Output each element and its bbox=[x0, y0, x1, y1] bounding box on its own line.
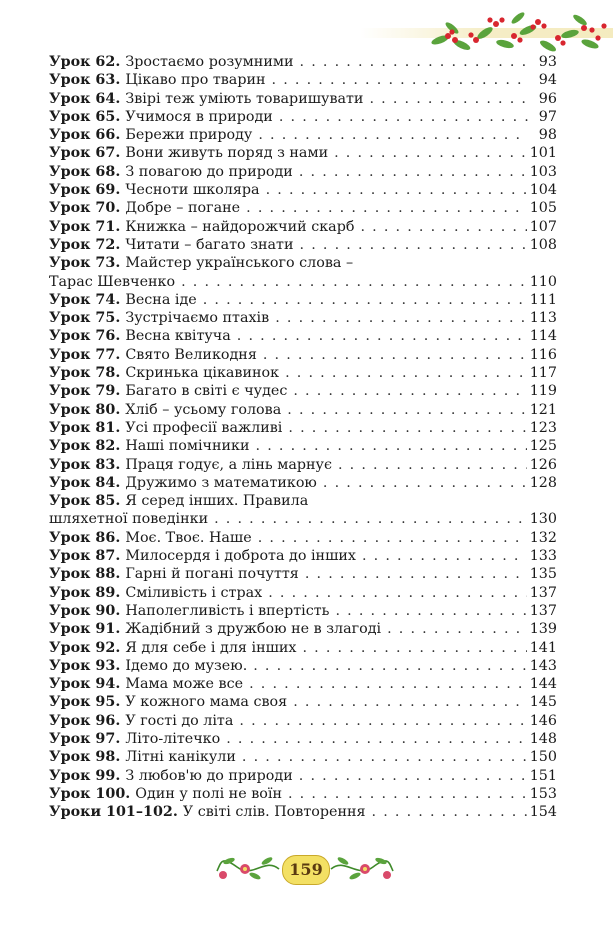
toc-row: Урок 85. Я серед інших. Правила bbox=[49, 493, 309, 510]
toc-row: Урок 72. Читати – багато знати . . . 108 bbox=[49, 236, 557, 254]
toc-row: Урок 99. З любов'ю до природи . . . 151 bbox=[49, 767, 557, 785]
toc-row: Урок 66. Бережи природу . . . 98 bbox=[49, 126, 557, 144]
toc-row: Урок 78. Скринька цікавинок . . . 117 bbox=[49, 364, 557, 382]
toc-row: Урок 100. Один у полі не воїн . . . 153 bbox=[49, 785, 557, 803]
toc-row: Уроки 101–102. У світі слів. Повторення . . . 154 bbox=[49, 803, 557, 821]
toc-row: Урок 94. Мама може все . . . 144 bbox=[49, 675, 557, 693]
toc-row: Урок 69. Чесноти школяра . . . 104 bbox=[49, 181, 557, 199]
toc-row: Урок 88. Гарні й погані почуття . . . 135 bbox=[49, 565, 557, 583]
toc-row: Урок 76. Весна квітуча . . . 114 bbox=[49, 327, 557, 345]
page-number: 159 bbox=[282, 855, 330, 885]
toc-row: Урок 89. Сміливість і страх . . . 137 bbox=[49, 584, 557, 602]
toc-row: Урок 91. Жадібний з дружбою не в злагоді . . . 139 bbox=[49, 620, 557, 638]
toc-row: Урок 98. Літні канікули . . . 150 bbox=[49, 748, 557, 766]
toc-row: Урок 80. Хліб – усьому голова . . . 121 bbox=[49, 401, 557, 419]
toc-row: Урок 97. Літо-літечко . . . 148 bbox=[49, 730, 557, 748]
toc-row: Урок 70. Добре – погане . . . 105 bbox=[49, 199, 557, 217]
toc-row: Урок 62. Зростаємо розумними . . . 93 bbox=[49, 53, 557, 71]
toc-row: Урок 86. Моє. Твоє. Наше . . . 132 bbox=[49, 529, 557, 547]
toc-row: Урок 68. З повагою до природи . . . 103 bbox=[49, 163, 557, 181]
toc-row: Урок 90. Наполегливість і впертість . . . 137 bbox=[49, 602, 557, 620]
toc-row: Урок 77. Свято Великодня . . . 116 bbox=[49, 346, 557, 364]
toc-row: Урок 64. Звірі теж уміють товаришувати . . . 96 bbox=[49, 90, 557, 108]
toc-row: Урок 87. Милосердя і доброта до інших . . . 133 bbox=[49, 547, 557, 565]
toc-row: Урок 65. Учимося в природи . . . 97 bbox=[49, 108, 557, 126]
toc-row: Урок 84. Дружимо з математикою . . . 128 bbox=[49, 474, 557, 492]
toc-row: Урок 67. Вони живуть поряд з нами . . . 101 bbox=[49, 144, 557, 162]
toc-row: Урок 95. У кожного мама своя . . . 145 bbox=[49, 693, 557, 711]
toc-row: Урок 92. Я для себе і для інших . . . 141 bbox=[49, 639, 557, 657]
toc-row-continuation: Тарас Шевченко . . . 110 bbox=[49, 273, 557, 291]
toc-row: Урок 83. Праця годує, а лінь марнує . . . 126 bbox=[49, 456, 557, 474]
toc-row: Урок 71. Книжка – найдорожчий скарб . . . 107 bbox=[49, 218, 557, 236]
toc-row: Урок 96. У гості до літа . . . 146 bbox=[49, 712, 557, 730]
toc-row: Урок 74. Весна іде . . . 111 bbox=[49, 291, 557, 309]
toc-row: Урок 93. Ідемо до музею. . . . 143 bbox=[49, 657, 557, 675]
table-of-contents bbox=[49, 53, 557, 821]
rowan-branch-ornament-icon bbox=[0, 0, 613, 60]
toc-row: Урок 73. Майстер українського слова – bbox=[49, 255, 354, 272]
toc-row-continuation: шляхетної поведінки . . . 130 bbox=[49, 510, 557, 528]
toc-row: Урок 75. Зустрічаємо птахів . . . 113 bbox=[49, 309, 557, 327]
toc-row: Урок 63. Цікаво про тварин . . . 94 bbox=[49, 71, 557, 89]
toc-row: Урок 81. Усі професії важливі . . . 123 bbox=[49, 419, 557, 437]
toc-row: Урок 82. Наші помічники . . . 125 bbox=[49, 437, 557, 455]
toc-row: Урок 79. Багато в світі є чудес . . . 119 bbox=[49, 382, 557, 400]
